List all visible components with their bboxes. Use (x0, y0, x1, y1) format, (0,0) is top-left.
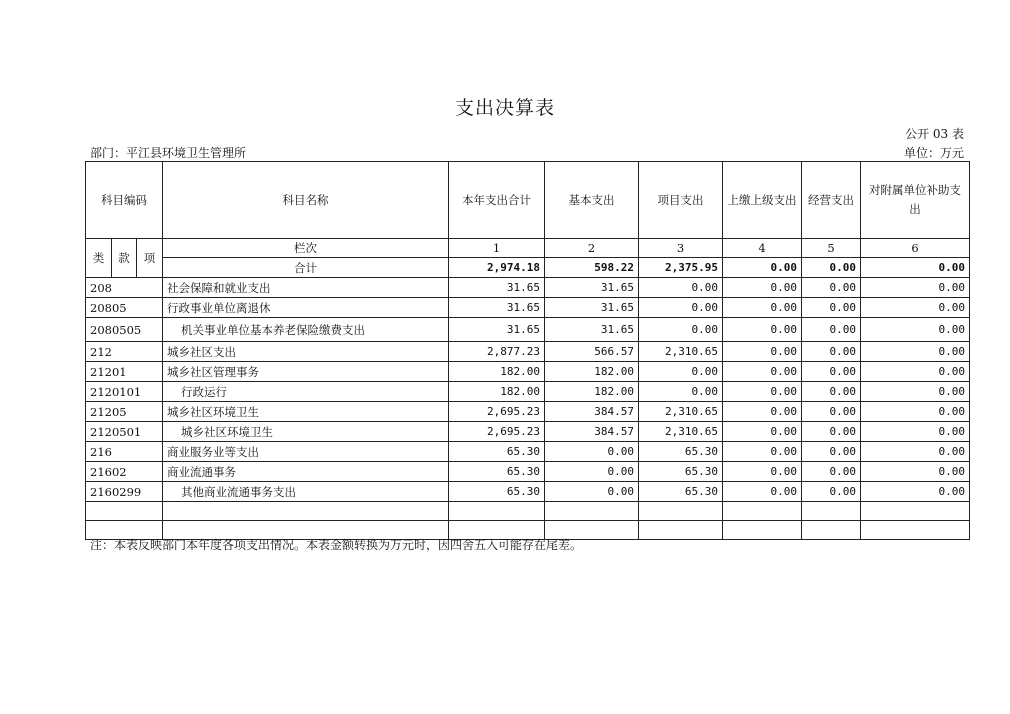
header-row (86, 162, 970, 239)
empty-cell (86, 502, 163, 521)
expenditure-table (85, 161, 970, 540)
row-value: 0.00 (802, 278, 861, 298)
row-value: 0.00 (861, 298, 970, 318)
row-value: 0.00 (802, 422, 861, 442)
col-index-6: 6 (861, 239, 970, 258)
row-code: 21602 (86, 462, 163, 482)
row-value: 2,310.65 (639, 422, 723, 442)
table-row (86, 422, 970, 442)
empty-cell (163, 502, 449, 521)
total-row (86, 258, 970, 278)
row-value: 0.00 (639, 362, 723, 382)
row-value: 31.65 (449, 318, 545, 342)
row-value: 0.00 (861, 382, 970, 402)
empty-cell (639, 502, 723, 521)
empty-row (86, 502, 970, 521)
row-value: 0.00 (861, 422, 970, 442)
header-subsidiary: 对附属单位补助支出 (861, 162, 970, 239)
total-value: 2,375.95 (639, 258, 723, 278)
row-value: 384.57 (545, 402, 639, 422)
row-value: 0.00 (723, 482, 802, 502)
row-value: 0.00 (802, 342, 861, 362)
row-value: 0.00 (861, 342, 970, 362)
empty-cell (639, 521, 723, 540)
row-name: 社会保障和就业支出 (163, 278, 449, 298)
row-value: 31.65 (545, 278, 639, 298)
row-value: 2,695.23 (449, 422, 545, 442)
row-code: 21201 (86, 362, 163, 382)
total-value: 0.00 (861, 258, 970, 278)
row-value: 182.00 (545, 382, 639, 402)
row-value: 65.30 (639, 482, 723, 502)
col-index-3: 3 (639, 239, 723, 258)
row-code: 20805 (86, 298, 163, 318)
header-lei: 类 (86, 239, 112, 278)
form-number: 公开 03 表 (905, 127, 964, 141)
row-value: 31.65 (545, 298, 639, 318)
row-value: 0.00 (861, 442, 970, 462)
table-row (86, 402, 970, 422)
empty-cell (449, 502, 545, 521)
col-index-2: 2 (545, 239, 639, 258)
row-value: 0.00 (723, 422, 802, 442)
row-value: 0.00 (723, 278, 802, 298)
total-value: 2,974.18 (449, 258, 545, 278)
row-value: 31.65 (545, 318, 639, 342)
row-value: 0.00 (802, 318, 861, 342)
row-value: 65.30 (449, 462, 545, 482)
row-name: 机关事业单位基本养老保险缴费支出 (163, 318, 449, 342)
page-title: 支出决算表 (454, 97, 555, 119)
row-value: 0.00 (861, 402, 970, 422)
row-value: 0.00 (861, 318, 970, 342)
row-value: 0.00 (723, 382, 802, 402)
row-value: 2,695.23 (449, 402, 545, 422)
header-upper: 上缴上级支出 (723, 162, 802, 239)
col-index-4: 4 (723, 239, 802, 258)
row-code: 208 (86, 278, 163, 298)
table-row (86, 298, 970, 318)
table-row (86, 318, 970, 342)
row-value: 384.57 (545, 422, 639, 442)
row-value: 65.30 (639, 462, 723, 482)
row-value: 0.00 (723, 362, 802, 382)
row-code: 2120501 (86, 422, 163, 442)
row-value: 0.00 (802, 462, 861, 482)
empty-cell (861, 502, 970, 521)
row-value: 0.00 (723, 298, 802, 318)
row-value: 0.00 (723, 318, 802, 342)
row-name: 行政运行 (163, 382, 449, 402)
row-value: 0.00 (723, 342, 802, 362)
table-row (86, 342, 970, 362)
total-value: 0.00 (802, 258, 861, 278)
row-value: 0.00 (861, 462, 970, 482)
unit-label: 单位：万元 (903, 146, 964, 160)
column-label: 栏次 (163, 239, 449, 258)
row-value: 0.00 (723, 402, 802, 422)
row-value: 65.30 (449, 482, 545, 502)
department-label: 部门：平江县环境卫生管理所 (90, 146, 247, 160)
row-value: 0.00 (802, 442, 861, 462)
row-value: 65.30 (639, 442, 723, 462)
header-business: 经营支出 (802, 162, 861, 239)
column-index-row (86, 239, 970, 258)
header-xiang: 项 (137, 239, 163, 278)
total-label: 合计 (163, 258, 449, 278)
empty-cell (802, 502, 861, 521)
row-code: 21205 (86, 402, 163, 422)
row-value: 0.00 (545, 462, 639, 482)
total-value: 598.22 (545, 258, 639, 278)
row-value: 182.00 (449, 382, 545, 402)
row-value: 0.00 (639, 298, 723, 318)
row-value: 566.57 (545, 342, 639, 362)
row-value: 0.00 (723, 442, 802, 462)
empty-cell (802, 521, 861, 540)
row-value: 2,310.65 (639, 342, 723, 362)
row-name: 城乡社区支出 (163, 342, 449, 362)
table-row (86, 362, 970, 382)
row-value: 0.00 (639, 382, 723, 402)
row-code: 2120101 (86, 382, 163, 402)
row-value: 2,877.23 (449, 342, 545, 362)
row-value: 0.00 (639, 278, 723, 298)
row-code: 2080505 (86, 318, 163, 342)
empty-cell (861, 521, 970, 540)
row-value: 0.00 (802, 382, 861, 402)
table-row (86, 278, 970, 298)
header-basic: 基本支出 (545, 162, 639, 239)
header-code-group: 科目编码 (86, 162, 163, 239)
row-name: 城乡社区环境卫生 (163, 422, 449, 442)
empty-cell (545, 502, 639, 521)
col-index-1: 1 (449, 239, 545, 258)
row-name: 其他商业流通事务支出 (163, 482, 449, 502)
row-code: 212 (86, 342, 163, 362)
table-row (86, 462, 970, 482)
row-code: 216 (86, 442, 163, 462)
row-value: 0.00 (802, 402, 861, 422)
row-value: 0.00 (723, 462, 802, 482)
row-name: 商业流通事务 (163, 462, 449, 482)
table-row (86, 442, 970, 462)
row-value: 31.65 (449, 298, 545, 318)
empty-cell (723, 521, 802, 540)
row-value: 31.65 (449, 278, 545, 298)
header-total: 本年支出合计 (449, 162, 545, 239)
table-row (86, 382, 970, 402)
row-value: 0.00 (802, 482, 861, 502)
row-value: 182.00 (545, 362, 639, 382)
row-value: 2,310.65 (639, 402, 723, 422)
row-name: 行政事业单位离退休 (163, 298, 449, 318)
row-value: 0.00 (545, 482, 639, 502)
row-value: 0.00 (861, 278, 970, 298)
footnote: 注：本表反映部门本年度各项支出情况。本表金额转换为万元时，因四舍五入可能存在尾差。 (90, 538, 583, 552)
table-row (86, 482, 970, 502)
total-value: 0.00 (723, 258, 802, 278)
header-project: 项目支出 (639, 162, 723, 239)
row-value: 0.00 (802, 298, 861, 318)
row-value: 0.00 (861, 362, 970, 382)
row-name: 商业服务业等支出 (163, 442, 449, 462)
row-value: 0.00 (639, 318, 723, 342)
header-name: 科目名称 (163, 162, 449, 239)
row-code: 2160299 (86, 482, 163, 502)
empty-cell (723, 502, 802, 521)
row-name: 城乡社区环境卫生 (163, 402, 449, 422)
header-kuan: 款 (112, 239, 137, 278)
row-value: 0.00 (545, 442, 639, 462)
row-value: 0.00 (861, 482, 970, 502)
row-value: 182.00 (449, 362, 545, 382)
row-value: 65.30 (449, 442, 545, 462)
row-value: 0.00 (802, 362, 861, 382)
row-name: 城乡社区管理事务 (163, 362, 449, 382)
col-index-5: 5 (802, 239, 861, 258)
